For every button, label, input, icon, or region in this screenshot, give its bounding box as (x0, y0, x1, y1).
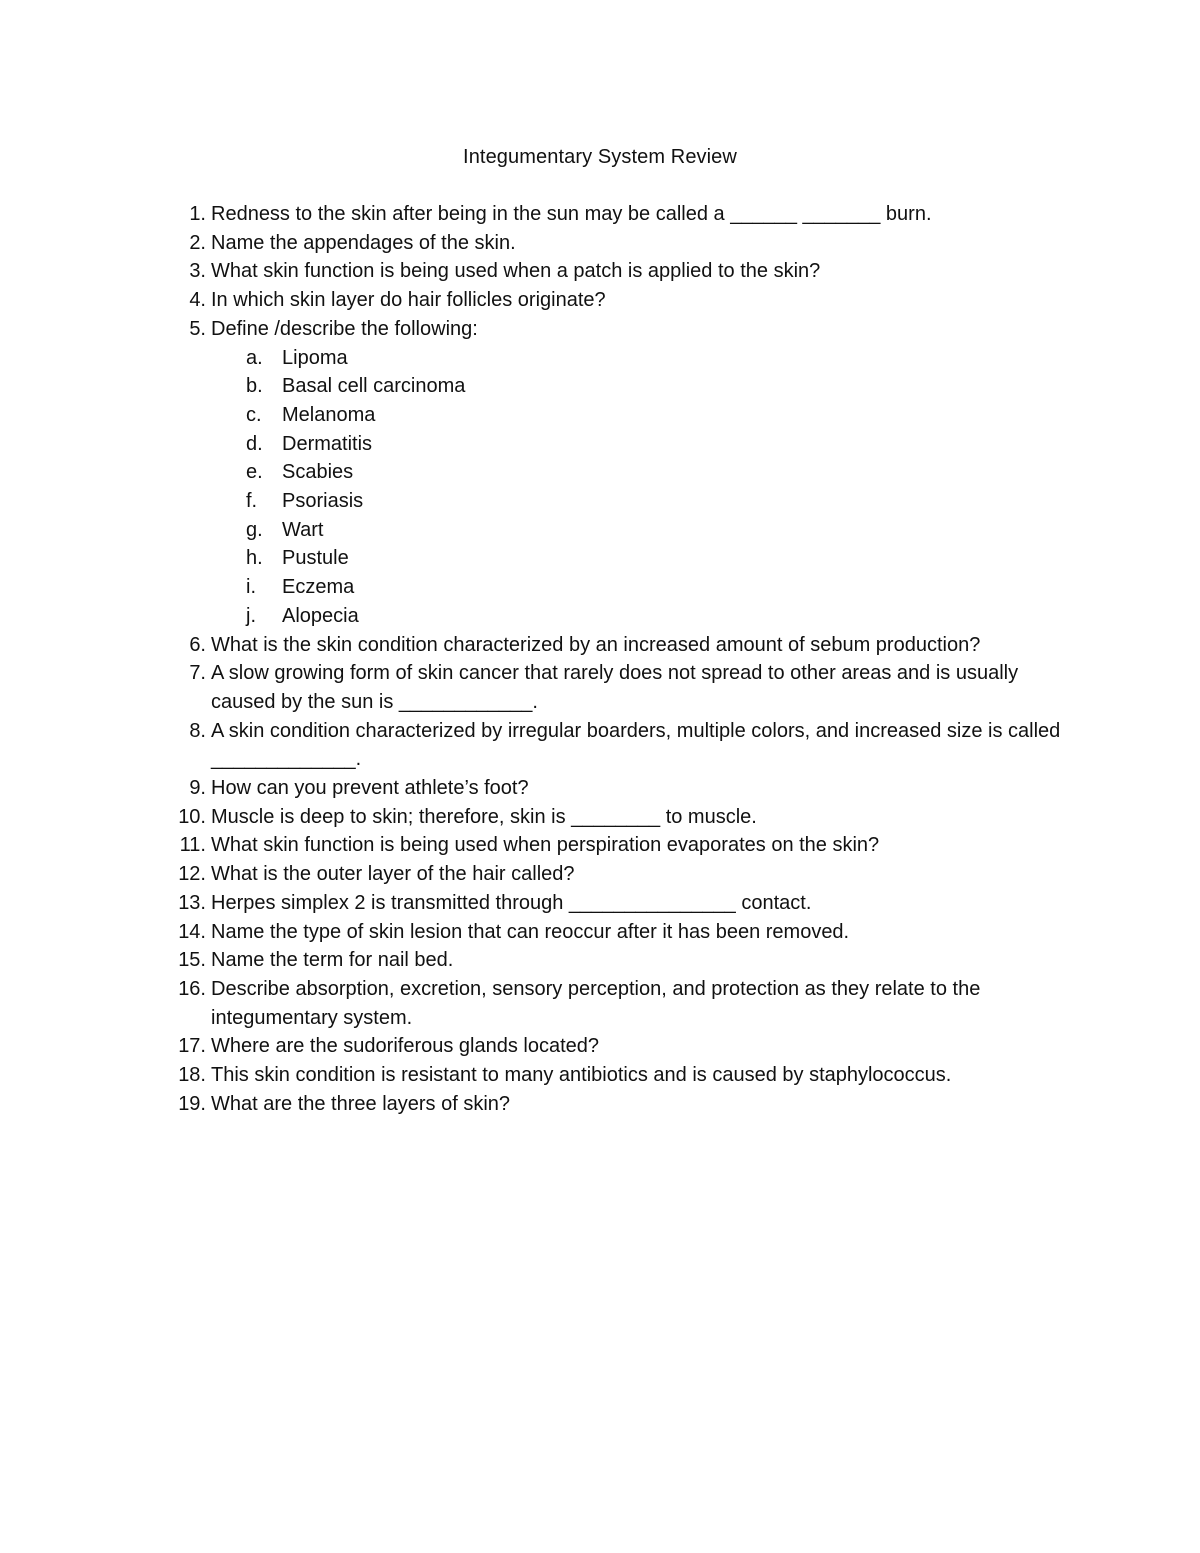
question-number: 19. (178, 1092, 206, 1115)
question-item (0, 315, 1200, 631)
question-text: A slow growing form of skin cancer that rarely does not spread to other areas and is usually caused by the sun is ____________. (211, 662, 1019, 713)
question-text: What is the skin condition characterized by an increased amount of sebum production? (211, 633, 981, 656)
question-item (0, 889, 1200, 918)
question-list (0, 200, 1200, 1119)
question-item (0, 860, 1200, 889)
sub-item-letter: i. (246, 576, 256, 599)
sub-item-text: Dermatitis (282, 432, 373, 455)
sub-item-letter: e. (246, 461, 263, 484)
question-number: 13. (178, 891, 206, 914)
sub-item-text: Alopecia (282, 604, 359, 627)
question-item (0, 717, 1200, 774)
sub-item (0, 344, 1200, 373)
question-item (0, 286, 1200, 315)
question-text: A skin condition characterized by irregular boarders, multiple colors, and increased size is called _____________. (211, 719, 1061, 771)
sub-item-text: Melanoma (282, 403, 376, 426)
sub-item (0, 544, 1200, 573)
question-text: What skin function is being used when perspiration evaporates on the skin? (211, 834, 880, 857)
question-text: This skin condition is resistant to many antibiotics and is caused by staphylococcus. (211, 1064, 952, 1087)
sub-item-letter: d. (246, 432, 263, 455)
sub-item-letter: f. (246, 490, 258, 513)
question-item (0, 831, 1200, 860)
question-item (0, 1090, 1200, 1119)
sub-item-letter: g. (246, 518, 263, 541)
question-item (0, 774, 1200, 803)
sub-item-text: Pustule (282, 547, 349, 570)
question-number: 5. (189, 317, 206, 340)
sub-item (0, 401, 1200, 430)
question-item (0, 918, 1200, 947)
sub-item-letter: h. (246, 547, 263, 570)
question-text: Herpes simplex 2 is transmitted through _______________ contact. (211, 891, 812, 914)
question-number: 10. (178, 805, 206, 828)
question-number: 4. (189, 289, 206, 312)
question-number: 6. (189, 633, 206, 656)
sub-item-letter: b. (246, 375, 263, 398)
question-text: Muscle is deep to skin; therefore, skin is ________ to muscle. (211, 805, 757, 828)
page-title: Integumentary System Review (463, 146, 737, 168)
sub-item (0, 430, 1200, 459)
sub-item (0, 372, 1200, 401)
question-text: What are the three layers of skin? (211, 1092, 511, 1115)
question-number: 16. (178, 977, 206, 1000)
question-number: 15. (178, 949, 206, 972)
sub-item-text: Eczema (282, 576, 355, 599)
question-item (0, 631, 1200, 660)
sub-item-text: Scabies (282, 461, 354, 484)
question-item (0, 975, 1200, 1032)
question-number: 8. (189, 719, 206, 742)
question-number: 12. (178, 863, 206, 886)
sub-item (0, 458, 1200, 487)
question-number: 9. (189, 777, 206, 800)
sub-item-list (0, 344, 1200, 631)
question-item (0, 200, 1200, 229)
question-text: Define /describe the following: (211, 317, 478, 340)
sub-item (0, 602, 1200, 631)
sub-item-letter: j. (246, 604, 256, 627)
sub-item (0, 516, 1200, 545)
question-number: 17. (178, 1035, 206, 1058)
question-number: 18. (178, 1064, 206, 1087)
question-number: 2. (189, 231, 206, 254)
question-number: 3. (189, 260, 206, 283)
question-text: Redness to the skin after being in the sun may be called a ______ _______ burn. (211, 203, 932, 225)
question-text: In which skin layer do hair follicles originate? (211, 289, 606, 312)
sub-item-text: Basal cell carcinoma (282, 375, 466, 398)
sub-item-text: Wart (282, 518, 324, 541)
question-text: Name the type of skin lesion that can reoccur after it has been removed. (211, 920, 850, 943)
question-item (0, 946, 1200, 975)
question-item (0, 1061, 1200, 1090)
question-item (0, 229, 1200, 258)
sub-item-letter: c. (246, 403, 262, 426)
question-item (0, 803, 1200, 832)
question-text: Describe absorption, excretion, sensory perception, and protection as they relate to the integumentary system. (211, 977, 981, 1029)
question-text: What is the outer layer of the hair called? (211, 863, 575, 886)
sub-item (0, 487, 1200, 516)
question-number: 7. (189, 662, 206, 685)
sub-item-text: Psoriasis (282, 490, 364, 513)
question-text: What skin function is being used when a patch is applied to the skin? (211, 260, 821, 283)
sub-item (0, 573, 1200, 602)
question-text: Name the term for nail bed. (211, 949, 454, 972)
question-item (0, 659, 1200, 716)
question-number: 11. (179, 834, 206, 857)
question-item (0, 257, 1200, 286)
question-number: 14. (178, 920, 206, 943)
sub-item-text: Lipoma (282, 346, 348, 369)
question-text: Name the appendages of the skin. (211, 231, 516, 254)
question-text: Where are the sudoriferous glands located? (211, 1035, 600, 1058)
question-text: How can you prevent athlete’s foot? (211, 777, 529, 800)
question-number: 1. (189, 203, 206, 225)
sub-item-letter: a. (246, 346, 263, 369)
question-item (0, 1032, 1200, 1061)
